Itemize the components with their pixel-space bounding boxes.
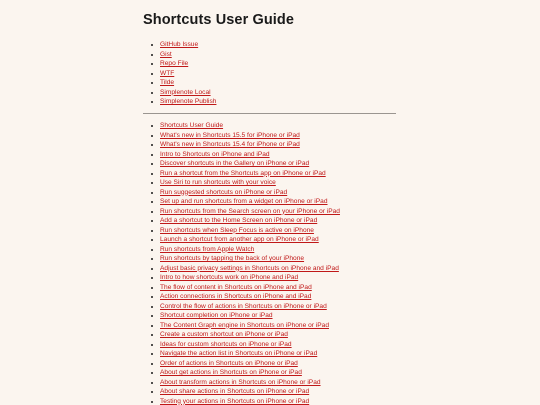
toc-link[interactable]: Intro to how shortcuts work on iPhone and iPad — [160, 274, 299, 281]
toc-list — [151, 121, 340, 405]
link-item — [151, 69, 216, 79]
link-simplenote-local[interactable]: Simplenote Local — [160, 88, 211, 96]
toc-link[interactable]: Run shortcuts from Apple Watch — [160, 245, 255, 253]
toc-item — [151, 397, 340, 405]
toc-item — [151, 254, 340, 264]
toc-item — [151, 150, 340, 160]
toc-link[interactable]: Run suggested shortcuts on iPhone or iPad — [160, 188, 288, 196]
toc-link[interactable]: About share actions in Shortcuts on iPhone or iPad — [160, 388, 310, 395]
toc-item — [151, 197, 340, 207]
toc-item — [151, 169, 340, 179]
toc-item — [151, 131, 340, 141]
toc-link[interactable]: Run shortcuts by tapping the back of your iPhone — [160, 255, 305, 262]
toc-item — [151, 264, 340, 274]
toc-link[interactable]: Set up and run shortcuts from a widget on iPhone or iPad — [160, 198, 328, 205]
toc-item — [151, 368, 340, 378]
toc-link[interactable]: The Content Graph engine in Shortcuts on iPhone or iPad — [160, 321, 329, 329]
toc-item — [151, 226, 340, 236]
toc-link[interactable]: Create a custom shortcut on iPhone or iPad — [160, 331, 288, 338]
toc-link[interactable]: Discover shortcuts in the Gallery on iPhone or iPad — [160, 160, 310, 167]
toc-link[interactable]: Navigate the action list in Shortcuts on iPhone or iPad — [160, 350, 318, 357]
toc-link[interactable]: Order of actions in Shortcuts on iPhone or iPad — [160, 359, 298, 367]
toc-item — [151, 159, 340, 169]
toc-item — [151, 273, 340, 283]
toc-item — [151, 330, 340, 340]
toc-link[interactable]: Testing your actions in Shortcuts on iPhone or iPad — [160, 397, 310, 405]
link-gist[interactable]: Gist — [160, 50, 172, 58]
link-item — [151, 78, 216, 88]
toc-item — [151, 292, 340, 302]
toc-link[interactable]: Run a shortcut from the Shortcuts app on iPhone or iPad — [160, 169, 326, 177]
toc-item — [151, 140, 340, 150]
toc-link[interactable]: Adjust basic privacy settings in Shortcuts on iPhone and iPad — [160, 264, 339, 272]
toc-item — [151, 283, 340, 293]
link-item — [151, 50, 216, 60]
link-tilde[interactable]: Tilde — [160, 79, 175, 86]
link-wtf[interactable]: WTF — [160, 69, 175, 77]
toc-link[interactable]: Ideas for custom shortcuts on iPhone or iPad — [160, 340, 292, 348]
toc-link[interactable]: Run shortcuts from the Search screen on your iPhone or iPad — [160, 207, 340, 215]
link-github-issue[interactable]: GitHub Issue — [160, 41, 199, 48]
toc-item — [151, 216, 340, 226]
toc-link[interactable]: Run shortcuts when Sleep Focus is active on iPhone — [160, 226, 314, 234]
link-simplenote-publish[interactable]: Simplenote Publish — [160, 98, 217, 105]
toc-item — [151, 207, 340, 217]
toc-link[interactable]: Shortcuts User Guide — [160, 122, 224, 129]
toc-link[interactable]: About transform actions in Shortcuts on iPhone or iPad — [160, 378, 321, 386]
toc-link[interactable]: Add a shortcut to the Home Screen on iPhone or iPad — [160, 217, 318, 224]
toc-item — [151, 245, 340, 255]
toc-item — [151, 359, 340, 369]
toc-link[interactable]: What's new in Shortcuts 15.5 for iPhone or iPad — [160, 131, 300, 139]
toc-link[interactable]: Launch a shortcut from another app on iPhone or iPad — [160, 236, 319, 243]
toc-item — [151, 378, 340, 388]
toc-link[interactable]: Action connections in Shortcuts on iPhone and iPad — [160, 293, 312, 300]
link-item — [151, 88, 216, 98]
toc-link[interactable]: What's new in Shortcuts 15.4 for iPhone or iPad — [160, 141, 300, 148]
links-list — [151, 40, 216, 107]
link-item — [151, 40, 216, 50]
page-title: Shortcuts User Guide — [143, 12, 295, 28]
toc-item — [151, 235, 340, 245]
divider — [143, 113, 396, 114]
toc-item — [151, 121, 340, 131]
toc-link[interactable]: The flow of content in Shortcuts on iPhone and iPad — [160, 283, 312, 291]
link-item — [151, 97, 216, 107]
toc-item — [151, 321, 340, 331]
link-repo-file[interactable]: Repo File — [160, 60, 189, 67]
toc-item — [151, 349, 340, 359]
toc-item — [151, 340, 340, 350]
toc-item — [151, 178, 340, 188]
toc-item — [151, 311, 340, 321]
toc-item — [151, 302, 340, 312]
toc-link[interactable]: Use Siri to run shortcuts with your voice — [160, 179, 276, 186]
toc-item — [151, 387, 340, 397]
toc-link[interactable]: Shortcut completion on iPhone or iPad — [160, 312, 273, 319]
link-item — [151, 59, 216, 69]
toc-link[interactable]: Intro to Shortcuts on iPhone and iPad — [160, 150, 270, 158]
toc-link[interactable]: Control the flow of actions in Shortcuts on iPhone or iPad — [160, 302, 327, 310]
toc-item — [151, 188, 340, 198]
toc-link[interactable]: About get actions in Shortcuts on iPhone or iPad — [160, 369, 302, 376]
